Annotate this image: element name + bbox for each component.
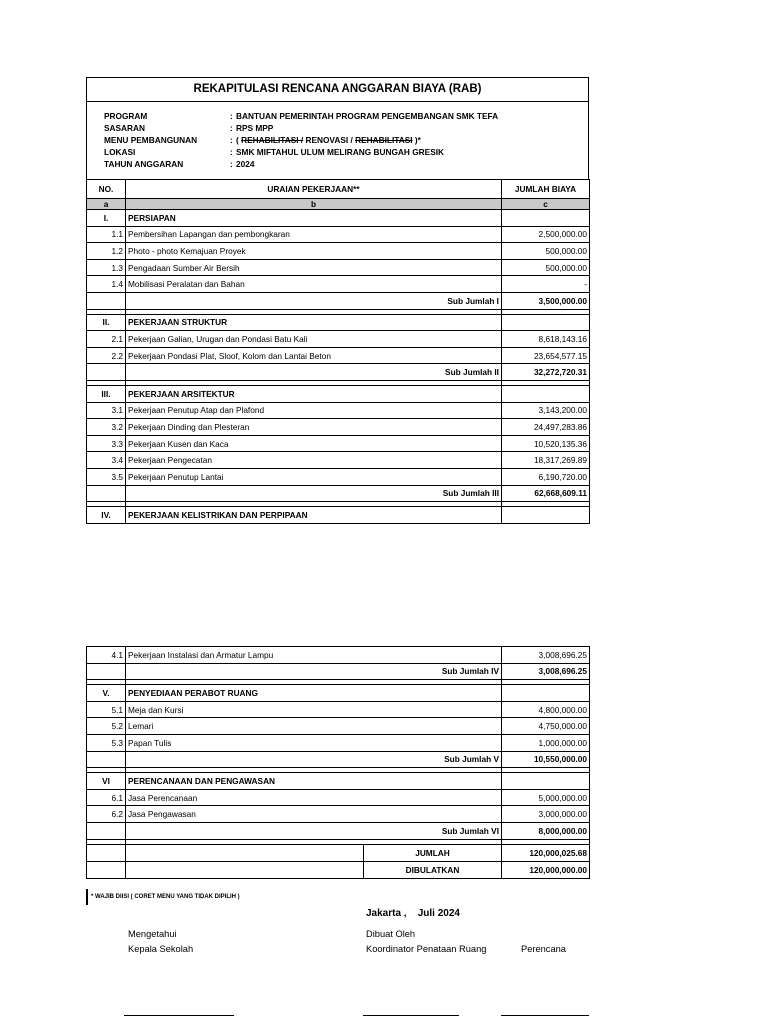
item-description: Pekerjaan Penutup Atap dan Plafond (126, 402, 502, 419)
document-title: REKAPITULASI RENCANA ANGGARAN BIAYA (RAB) (86, 77, 589, 102)
section-title: PEKERJAAN STRUKTUR (126, 314, 502, 331)
item-number: 5.2 (87, 718, 126, 735)
item-number: 6.2 (87, 806, 126, 823)
info-label: LOKASI (104, 147, 136, 157)
subtotal-label: Sub Jumlah V (126, 751, 502, 768)
project-info: PROGRAM : BANTUAN PEMERINTAH PROGRAM PENGEMBANGAN SMK TEFA SASARAN : RPS MPP MENU PEMBANGUNAN : ( REHABILITASI / RENOVASI / REHABILITASI )* LOKASI : SMK MIFTAHUL ULUM MELIRANG BUNGAH GRESIK TAHUN ANGGARAN : 2024 (86, 101, 589, 180)
subtotal-amount: 3,008,696.25 (502, 663, 590, 680)
sec-row (87, 507, 590, 524)
item-number: 3.1 (87, 402, 126, 419)
amount-cell (502, 773, 590, 790)
subtotal-row (87, 364, 590, 381)
empty-cell (87, 292, 126, 309)
item-description: Pekerjaan Galian, Urugan dan Pondasi Batu Kali (126, 331, 502, 348)
item-amount: 5,000,000.00 (502, 789, 590, 806)
item-description: Pengadaan Sumber Air Bersih (126, 259, 502, 276)
signature-line-koordinator (363, 1015, 459, 1016)
item-amount: 4,800,000.00 (502, 701, 590, 718)
section-title: PEKERJAAN ARSITEKTUR (126, 385, 502, 402)
header-uraian: URAIAN PEKERJAAN** (126, 180, 502, 199)
item-description: Lemari (126, 718, 502, 735)
amount-cell (502, 314, 590, 331)
item-description: Pembersihan Lapangan dan pembongkaran (126, 226, 502, 243)
subtotal-row (87, 822, 590, 839)
subtotal-amount: 10,550,000.00 (502, 751, 590, 768)
item-row (87, 718, 590, 735)
section-number: V. (87, 685, 126, 702)
section-number: I. (87, 210, 126, 227)
sign-mengetahui: Mengetahui (128, 929, 177, 939)
item-amount: 24,497,283.86 (502, 419, 590, 436)
item-number: 3.5 (87, 468, 126, 485)
item-amount: 23,654,577.15 (502, 347, 590, 364)
footnote: * WAJIB DIISI ( CORET MENU YANG TIDAK DIPILIH ) (91, 894, 240, 900)
item-row (87, 468, 590, 485)
info-label: MENU PEMBANGUNAN (104, 135, 198, 145)
subtotal-label: Sub Jumlah III (126, 485, 502, 502)
header-no: NO. (87, 180, 126, 199)
empty-cell (87, 861, 126, 878)
total-amount: 120,000,000.00 (502, 861, 590, 878)
item-amount: 500,000.00 (502, 259, 590, 276)
total-label: DIBULATKAN (364, 861, 502, 878)
rab-table-page-1 (86, 179, 590, 524)
sec-row (87, 385, 590, 402)
sec-row (87, 685, 590, 702)
empty-cell (87, 844, 126, 861)
item-number: 1.3 (87, 259, 126, 276)
place-date: Jakarta , Juli 2024 (366, 908, 460, 919)
info-label: PROGRAM (104, 111, 148, 121)
table-header-row (87, 180, 590, 199)
item-description: Papan Tulis (126, 734, 502, 751)
table-subheader-row: a b c (87, 199, 590, 210)
amount-cell (502, 210, 590, 227)
item-row (87, 452, 590, 469)
section-number: VI (87, 773, 126, 790)
sign-perencana: Perencana (521, 944, 566, 954)
subtotal-label: Sub Jumlah I (126, 292, 502, 309)
subtotal-label: Sub Jumlah IV (126, 663, 502, 680)
subtotal-row (87, 663, 590, 680)
item-amount: - (502, 276, 590, 293)
item-row (87, 701, 590, 718)
item-row (87, 734, 590, 751)
item-description: Jasa Perencanaan (126, 789, 502, 806)
item-row (87, 331, 590, 348)
item-amount: 6,190,720.00 (502, 468, 590, 485)
item-description: Pekerjaan Instalasi dan Armatur Lampu (126, 647, 502, 664)
total-row (87, 861, 590, 878)
subtotal-row (87, 485, 590, 502)
rab-table-page-2 (86, 646, 590, 879)
total-amount: 120,000,025.68 (502, 844, 590, 861)
item-number: 6.1 (87, 789, 126, 806)
item-row (87, 347, 590, 364)
sign-kepala-sekolah: Kepala Sekolah (128, 944, 194, 954)
item-number: 5.3 (87, 734, 126, 751)
item-number: 4.1 (87, 647, 126, 664)
item-amount: 3,000,000.00 (502, 806, 590, 823)
item-description: Pekerjaan Dinding dan Plesteran (126, 419, 502, 436)
item-description: Mobilisasi Peralatan dan Bahan (126, 276, 502, 293)
section-number: IV. (87, 507, 126, 524)
item-number: 3.4 (87, 452, 126, 469)
item-number: 1.4 (87, 276, 126, 293)
item-amount: 18,317,269.89 (502, 452, 590, 469)
item-row (87, 402, 590, 419)
item-row (87, 647, 590, 664)
item-description: Pekerjaan Pengecatan (126, 452, 502, 469)
item-number: 2.1 (87, 331, 126, 348)
section-title: PENYEDIAAN PERABOT RUANG (126, 685, 502, 702)
info-label: SASARAN (104, 123, 146, 133)
section-number: II. (87, 314, 126, 331)
item-row (87, 419, 590, 436)
empty-cell (87, 485, 126, 502)
item-row (87, 259, 590, 276)
item-row (87, 243, 590, 260)
item-amount: 10,520,135.36 (502, 435, 590, 452)
item-number: 1.2 (87, 243, 126, 260)
item-amount: 8,618,143.16 (502, 331, 590, 348)
info-value: SMK MIFTAHUL ULUM MELIRANG BUNGAH GRESIK (236, 147, 445, 157)
info-label: TAHUN ANGGARAN (104, 159, 184, 169)
info-value: 2024 (236, 159, 255, 169)
subtotal-label: Sub Jumlah II (126, 364, 502, 381)
item-amount: 1,000,000.00 (502, 734, 590, 751)
item-number: 5.1 (87, 701, 126, 718)
amount-cell (502, 685, 590, 702)
subtotal-amount: 32,272,720.31 (502, 364, 590, 381)
section-title: PERSIAPAN (126, 210, 502, 227)
sec-row (87, 773, 590, 790)
sec-row (87, 210, 590, 227)
item-number: 2.2 (87, 347, 126, 364)
item-amount: 4,750,000.00 (502, 718, 590, 735)
item-description: Pekerjaan Penutup Lantai (126, 468, 502, 485)
subtotal-amount: 3,500,000.00 (502, 292, 590, 309)
sec-row (87, 314, 590, 331)
item-row (87, 789, 590, 806)
total-row (87, 844, 590, 861)
item-row (87, 806, 590, 823)
section-title: PERENCANAAN DAN PENGAWASAN (126, 773, 502, 790)
item-description: Pekerjaan Pondasi Plat, Sloof, Kolom dan Lantai Beton (126, 347, 502, 364)
empty-cell (87, 751, 126, 768)
subtotal-amount: 8,000,000.00 (502, 822, 590, 839)
empty-cell (87, 663, 126, 680)
item-description: Jasa Pengawasan (126, 806, 502, 823)
item-number: 3.2 (87, 419, 126, 436)
item-amount: 3,008,696.25 (502, 647, 590, 664)
amount-cell (502, 507, 590, 524)
subtotal-row (87, 751, 590, 768)
signature-line-kepala (124, 1015, 234, 1016)
section-number: III. (87, 385, 126, 402)
subtotal-label: Sub Jumlah VI (126, 822, 502, 839)
empty-cell (126, 861, 364, 878)
item-row (87, 226, 590, 243)
sign-koordinator: Koordinator Penataan Ruang (366, 944, 487, 954)
item-amount: 3,143,200.00 (502, 402, 590, 419)
info-value: BANTUAN PEMERINTAH PROGRAM PENGEMBANGAN SMK TEFA (236, 111, 499, 121)
item-amount: 2,500,000.00 (502, 226, 590, 243)
signature-line-perencana (501, 1015, 589, 1016)
item-row (87, 435, 590, 452)
item-description: Photo - photo Kemajuan Proyek (126, 243, 502, 260)
sign-dibuat-oleh: Dibuat Oleh (366, 929, 416, 939)
item-description: Meja dan Kursi (126, 701, 502, 718)
section-title: PEKERJAAN KELISTRIKAN DAN PERPIPAAN (126, 507, 502, 524)
empty-cell (87, 822, 126, 839)
footnote-marker (86, 889, 88, 905)
info-value: RPS MPP (236, 123, 274, 133)
info-value: ( REHABILITASI / RENOVASI / REHABILITASI )* (236, 135, 421, 145)
item-number: 1.1 (87, 226, 126, 243)
empty-cell (87, 364, 126, 381)
item-amount: 500,000.00 (502, 243, 590, 260)
amount-cell (502, 385, 590, 402)
item-number: 3.3 (87, 435, 126, 452)
subtotal-row (87, 292, 590, 309)
item-description: Pekerjaan Kusen dan Kaca (126, 435, 502, 452)
subtotal-amount: 62,668,609.11 (502, 485, 590, 502)
total-label: JUMLAH (364, 844, 502, 861)
empty-cell (126, 844, 364, 861)
header-jumlah: JUMLAH BIAYA (502, 180, 590, 199)
item-row (87, 276, 590, 293)
